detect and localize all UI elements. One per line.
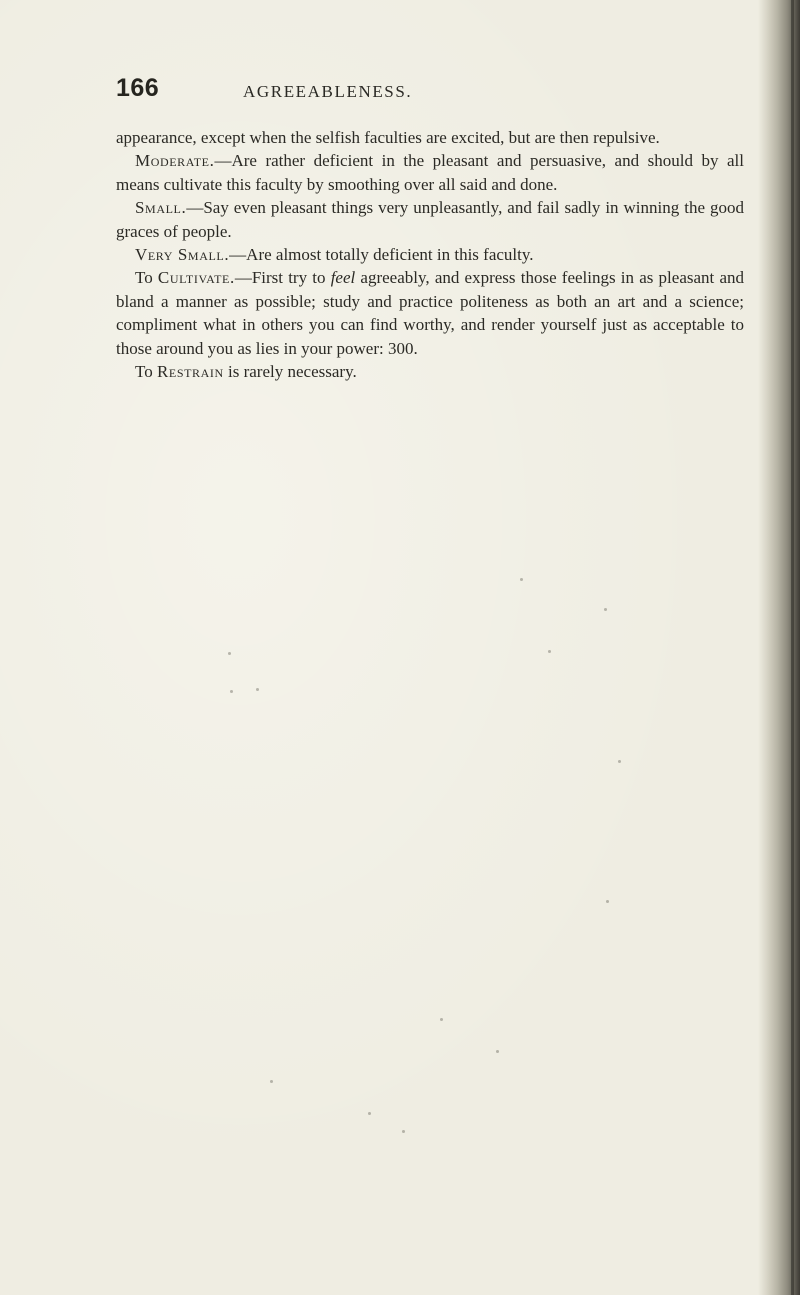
paragraph-continuation: appearance, except when the selfish faculties are excited, but are then repulsive.	[116, 128, 660, 147]
emphasis-feel: feel	[330, 268, 356, 288]
term-moderate: Moderate.	[135, 151, 215, 171]
term-restrain: Restrain	[156, 362, 224, 382]
body-text	[116, 126, 744, 383]
running-head: AGREEABLENESS.	[243, 82, 413, 101]
paragraph-restrain: To Restrain is rarely necessary.	[135, 362, 357, 382]
term-small: Small.	[135, 198, 187, 218]
page-header	[116, 74, 736, 108]
paragraph-moderate: Moderate.—Are rather deficient in the pleasant and persuasive, and should by all means cultivate this faculty by smoothing over all said and done.	[116, 151, 744, 194]
paragraph-small: Small.—Say even pleasant things very unpleasantly, and fail sadly in winning the good graces of people.	[116, 198, 744, 241]
paragraph-very-small: Very Small.—Are almost totally deficient in this faculty.	[135, 245, 534, 265]
binding-shadow-line	[791, 0, 794, 1295]
paragraph-cultivate: To Cultivate.—First try to feel agreeably, and express those feelings in as pleasant and bland a manner as possible; study and practice politeness as both an art and a science; compliment what in others you can find worthy, and render yourself just as acceptable to those around you as lies in your power: 300.	[116, 268, 744, 358]
term-very-small: Very Small.	[135, 245, 230, 265]
term-cultivate: Cultivate.	[157, 268, 235, 288]
page-number: 166	[116, 74, 160, 102]
